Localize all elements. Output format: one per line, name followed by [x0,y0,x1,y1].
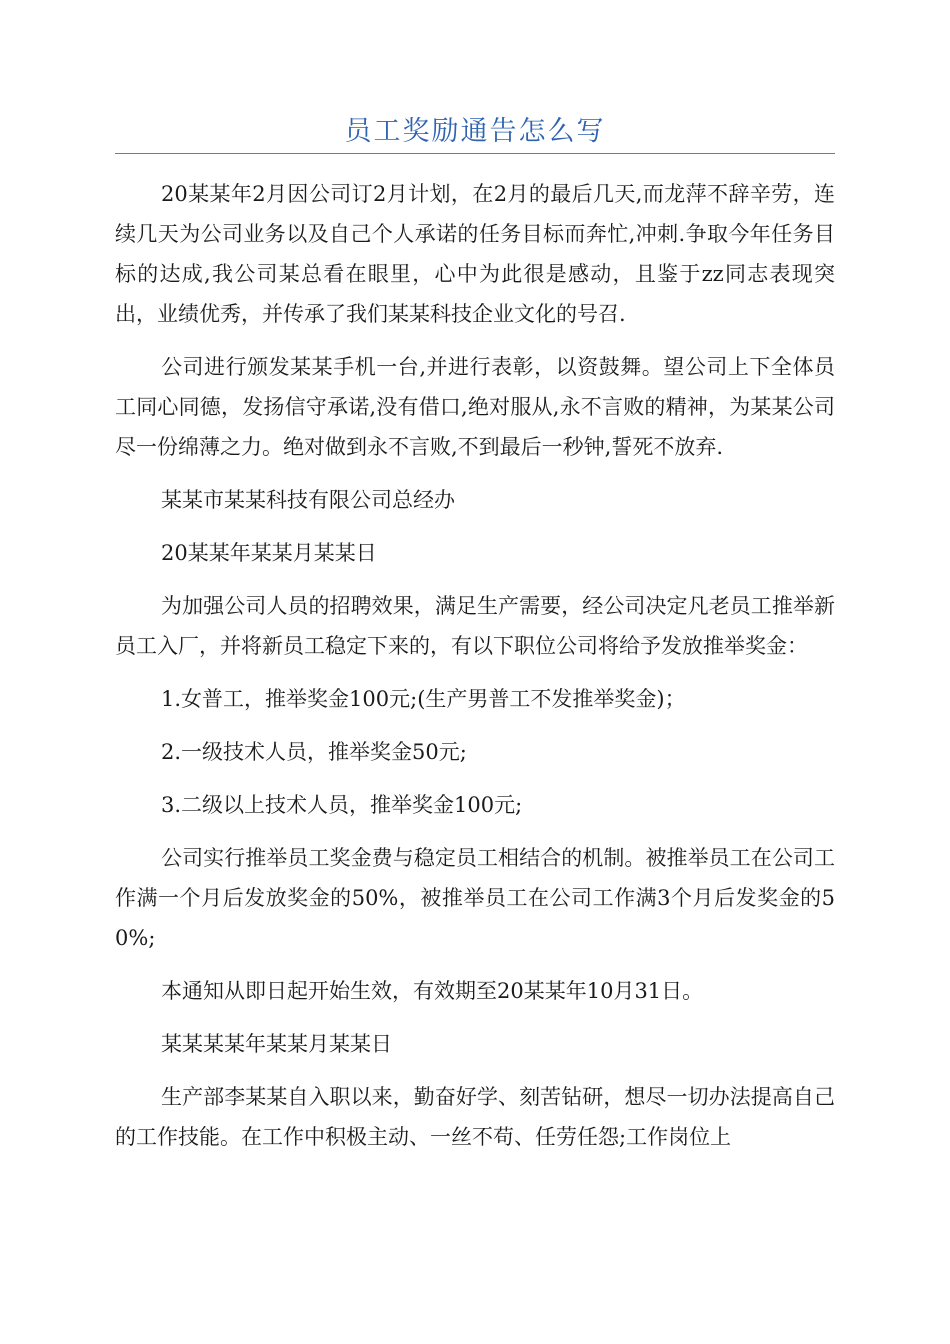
paragraph: 公司实行推举员工奖金费与稳定员工相结合的机制。被推举员工在公司工作满一个月后发放奖金的50%，被推举员工在公司工作满3个月后发奖金的50%; [115,846,835,950]
paragraph: 20某某年2月因公司订2月计划，在2月的最后几天,而龙萍不辞辛劳，连续几天为公司业务以及自己个人承诺的任务目标而奔忙,冲刺.争取今年任务目标的达成,我公司某总看在眼里，心中为此很是感动，且鉴于zz同志表现突出，业绩优秀，并传承了我们某某科技企业文化的号召. [115,182,835,326]
paragraph: 公司进行颁发某某手机一台,并进行表彰，以资鼓舞。望公司上下全体员工同心同德，发扬信守承诺,没有借口,绝对服从,永不言败的精神，为某某公司尽一份绵薄之力。绝对做到永不言败,不到最后一秒钟,誓死不放弃. [115,355,835,459]
paragraph: 本通知从即日起开始生效，有效期至20某某年10月31日。 [161,979,704,1003]
paragraph: 某某市某某科技有限公司总经办 [161,488,455,512]
document-body [115,174,835,1170]
paragraph: 生产部李某某自入职以来，勤奋好学、刻苦钻研，想尽一切办法提高自己的工作技能。在工作中积极主动、一丝不苟、任劳任怨;工作岗位上 [115,1085,835,1149]
paragraph: 某某某某年某某月某某日 [161,1032,392,1056]
paragraph: 1.女普工，推举奖金100元;(生产男普工不发推举奖金)； [161,687,686,711]
paragraph: 为加强公司人员的招聘效果，满足生产需要，经公司决定凡老员工推举新员工入厂，并将新员工稳定下来的，有以下职位公司将给予发放推举奖金： [115,594,835,658]
paragraph: 3.二级以上技术人员，推举奖金100元; [161,793,523,817]
paragraph: 20某某年某某月某某日 [161,541,377,565]
title-underline [115,153,835,154]
paragraph: 2.一级技术人员，推举奖金50元; [161,740,467,764]
document-title: 员工奖励通告怎么写 [344,116,606,147]
